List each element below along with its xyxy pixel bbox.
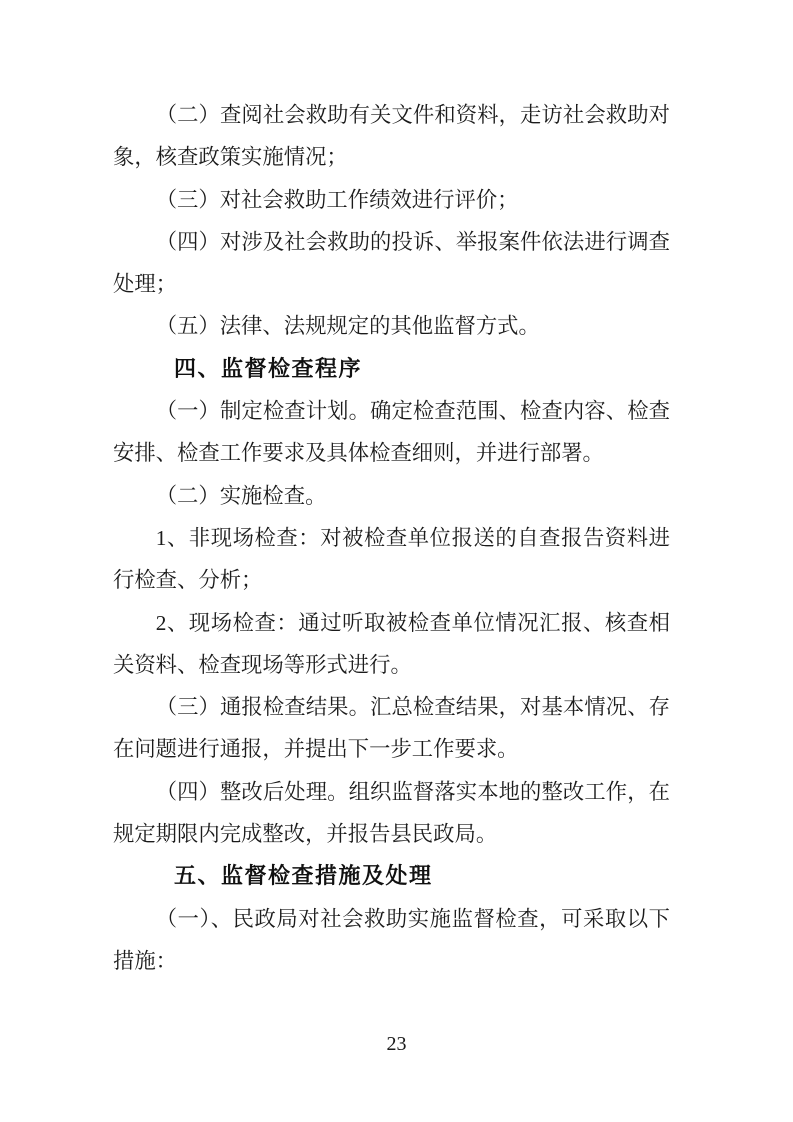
section-heading-measures: 五、监督检查措施及处理 (174, 863, 433, 889)
paragraph-item-4: （四）对涉及社会救助的投诉、举报案件依法进行调查处理； (113, 229, 670, 297)
paragraph-offsite-check: 1、非现场检查：对被检查单位报送的自查报告资料进行检查、分析； (113, 525, 670, 593)
paragraph-item-2: （二）查阅社会救助有关文件和资料，走访社会救助对象，核查政策实施情况； (113, 103, 670, 170)
paragraph-item-5: （五）法律、法规规定的其他监督方式。 (155, 314, 540, 339)
page-number: 23 (386, 1033, 407, 1055)
document-body (113, 94, 670, 982)
page-footer (0, 1032, 793, 1056)
paragraph-report-results: （三）通报检查结果。汇总检查结果，对基本情况、存在问题进行通报，并提出下一步工作要求。 (113, 695, 670, 762)
paragraph-onsite-check: 2、现场检查：通过听取被检查单位情况汇报、核查相关资料、检查现场等形式进行。 (113, 610, 670, 677)
paragraph-implement: （二）实施检查。 (155, 483, 327, 508)
section-heading-procedures: 四、监督检查程序 (174, 355, 363, 381)
paragraph-measures-intro: （一）、民政局对社会救助实施监督检查，可采取以下措施： (113, 906, 670, 973)
paragraph-plan: （一）制定检查计划。确定检查范围、检查内容、检查安排、检查工作要求及具体检查细则，并进行部署。 (113, 399, 670, 466)
paragraph-item-3: （三）对社会救助工作绩效进行评价； (155, 187, 519, 212)
paragraph-rectification: （四）整改后处理。组织监督落实本地的整改工作，在规定期限内完成整改，并报告县民政局。 (113, 779, 670, 847)
